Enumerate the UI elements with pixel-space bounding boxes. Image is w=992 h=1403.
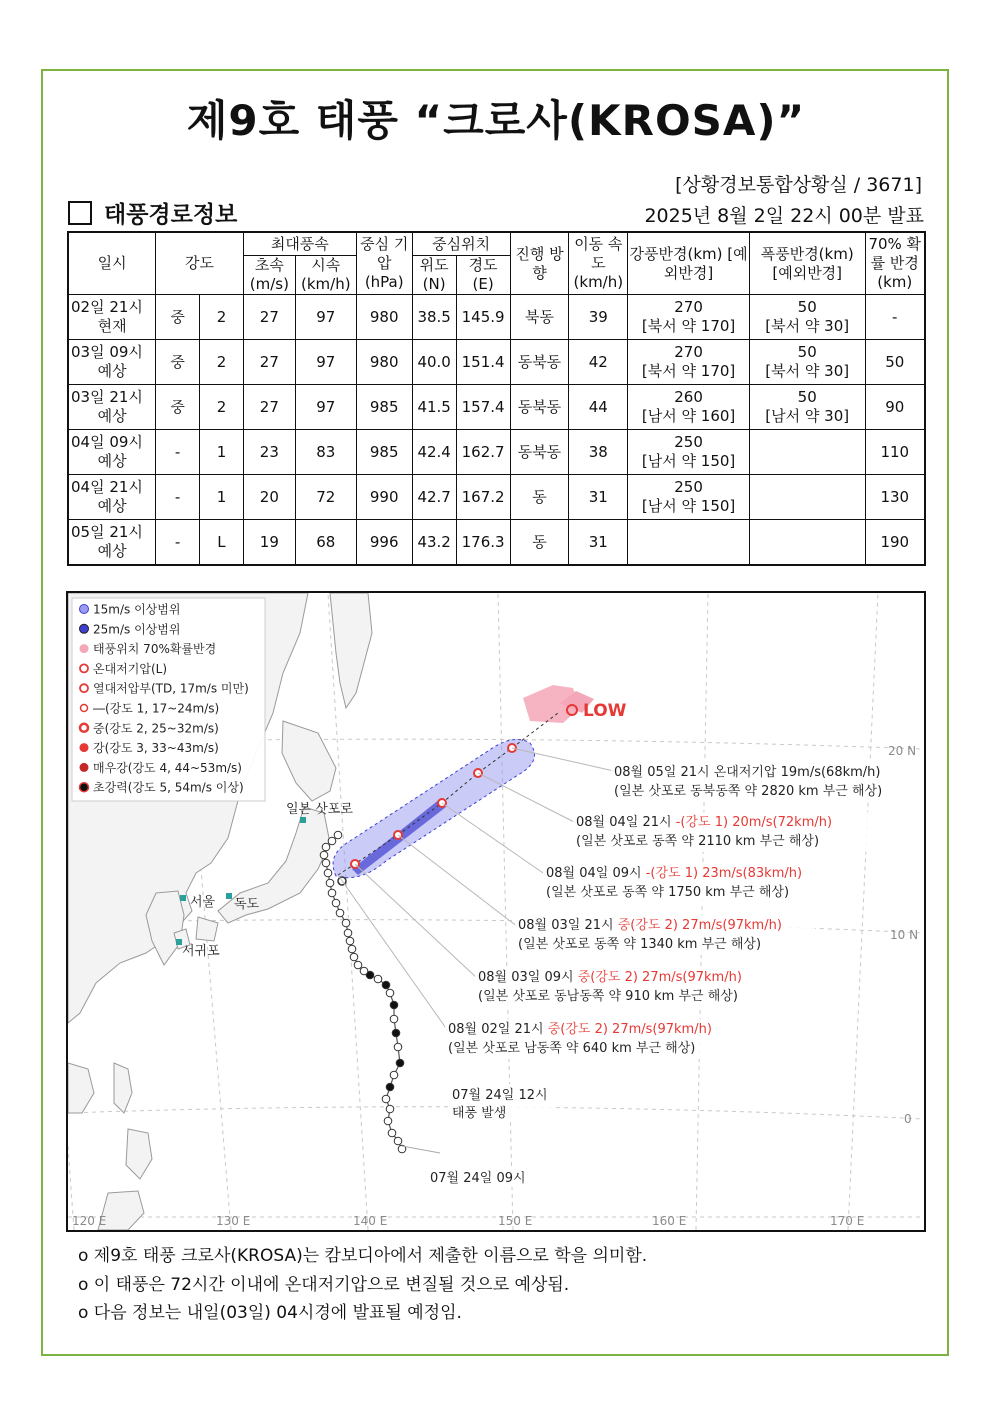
past-track-point — [322, 843, 330, 851]
td-lon: 167.2 — [456, 475, 510, 520]
td-lat: 38.5 — [412, 295, 456, 340]
checkbox-icon — [68, 201, 92, 225]
intensity-4-icon — [80, 763, 89, 772]
lon-label-160: 160 E — [652, 1214, 687, 1228]
td-gale — [628, 520, 750, 566]
td-time: 04일 09시 예상 — [68, 430, 156, 475]
annotation-intensity: -(강도 1) 23m/s(83km/h) — [645, 866, 803, 881]
past-track-point — [396, 1059, 404, 1067]
past-track-point — [332, 899, 340, 907]
past-track-point — [384, 1117, 392, 1125]
table-row — [68, 520, 925, 566]
td-gale: 270 [북서 약 170] — [628, 295, 750, 340]
td-pressure: 996 — [356, 520, 412, 566]
lon-label-150: 150 E — [498, 1214, 533, 1228]
td-storm — [749, 475, 865, 520]
map-canvas — [68, 593, 924, 1230]
annotation-time: 08월 03일 21시 — [518, 918, 618, 933]
td-gale: 250 [남서 약 150] — [628, 430, 750, 475]
header-pressure: 중심 기압 (hPa) — [356, 232, 412, 295]
annotation-time: 08월 04일 21시 — [576, 815, 676, 830]
start-label: 07월 24일 09시 — [430, 1171, 526, 1186]
td-prob: - — [865, 295, 925, 340]
lon-label-170: 170 E — [830, 1214, 865, 1228]
past-track-point — [390, 1015, 398, 1023]
td-speed: 39 — [569, 295, 628, 340]
past-track-point — [346, 937, 354, 945]
annotation-line1 — [614, 764, 880, 780]
legend-item: 열대저압부(TD, 17m/s 미만) — [93, 681, 249, 696]
past-track-point — [328, 837, 336, 845]
header-max-wind: 최대풍속 — [243, 232, 356, 256]
td-wind-ms: 19 — [243, 520, 295, 566]
annotation-intensity: 중(강도 2) 27m/s(97km/h) — [547, 1022, 712, 1037]
annotation-line1 — [518, 917, 782, 933]
td-wind-kmh: 68 — [295, 520, 356, 566]
td-int-word: 중 — [156, 340, 200, 385]
td-lon: 176.3 — [456, 520, 510, 566]
td-prob: 110 — [865, 430, 925, 475]
td-direction: 북동 — [510, 295, 569, 340]
past-track-point — [320, 851, 328, 859]
annotation-intensity: -(강도 1) 20m/s(72km/h) — [675, 815, 833, 830]
td-gale: 270 [북서 약 170] — [628, 340, 750, 385]
wind25-icon — [80, 624, 89, 633]
legend-item: 중(강도 2, 25~32m/s) — [93, 721, 219, 736]
section-title: 태풍경로정보 — [104, 202, 238, 228]
notes — [78, 1242, 647, 1328]
past-track-point — [322, 859, 330, 867]
legend-item: 태풍위치 70%확률반경 — [93, 642, 217, 657]
genesis-time: 07월 24일 12시 — [452, 1088, 548, 1103]
note-3: o 다음 정보는 내일(03일) 04시경에 발표될 예정임. — [78, 1303, 462, 1323]
header-intensity: 강도 — [156, 232, 244, 295]
past-track-point — [334, 831, 342, 839]
td-lon: 151.4 — [456, 340, 510, 385]
td-time: 05일 21시 예상 — [68, 520, 156, 566]
header-position: 중심위치 — [412, 232, 510, 256]
td-storm: 50 [북서 약 30] — [749, 340, 865, 385]
past-track-point — [390, 1001, 398, 1009]
low-label: LOW — [583, 701, 627, 721]
td-wind-kmh: 97 — [295, 385, 356, 430]
legend-item: ―(강도 1, 17~24m/s) — [93, 701, 220, 716]
legend-item: 온대저기압(L) — [93, 661, 168, 676]
legend-item: 초강력(강도 5, 54m/s 이상) — [93, 780, 244, 795]
past-track-point — [354, 961, 362, 969]
td-int-cat: L — [200, 520, 244, 566]
td-wind-kmh: 83 — [295, 430, 356, 475]
legend-item: 매우강(강도 4, 44~53m/s) — [93, 760, 242, 775]
td-int-word: - — [156, 520, 200, 566]
annotation-line1 — [478, 969, 742, 985]
annotation-line1 — [546, 865, 802, 881]
prob-radius-icon — [80, 644, 89, 653]
td-pressure: 980 — [356, 295, 412, 340]
annotation-intensity: 중(강도 2) 27m/s(97km/h) — [577, 970, 742, 985]
lat-label-10: 10 N — [890, 928, 919, 942]
td-pressure: 980 — [356, 340, 412, 385]
past-track-point — [324, 869, 332, 877]
td-storm — [749, 520, 865, 566]
td-int-cat: 1 — [200, 430, 244, 475]
td-wind-ms: 27 — [243, 340, 295, 385]
past-track-point — [342, 919, 350, 927]
td-lon: 145.9 — [456, 295, 510, 340]
td-prob: 190 — [865, 520, 925, 566]
annotation-line2: (일본 삿포로 동남동쪽 약 910 km 부근 해상) — [478, 989, 738, 1004]
header-time: 일시 — [68, 232, 156, 295]
annotation-line1 — [448, 1021, 712, 1037]
annotation-line2: (일본 삿포로 동쪽 약 1340 km 부근 해상) — [518, 937, 762, 952]
header-speed: 이동 속도 (km/h) — [569, 232, 628, 295]
past-track-point — [394, 1043, 402, 1051]
annotation-line2: (일본 삿포로 남동쪽 약 640 km 부근 해상) — [448, 1041, 696, 1056]
td-lat: 42.4 — [412, 430, 456, 475]
td-wind-ms: 23 — [243, 430, 295, 475]
issued-time: 2025년 8월 2일 22시 00분 발표 — [644, 205, 924, 227]
td-direction: 동북동 — [510, 340, 569, 385]
td-int-cat: 1 — [200, 475, 244, 520]
header-wind-ms: 초속 (m/s) — [243, 256, 295, 295]
past-track-point — [392, 1029, 400, 1037]
header-lon: 경도 (E) — [456, 256, 510, 295]
past-track-point — [348, 945, 356, 953]
annotation-line2: (일본 삿포로 동쪽 약 1750 km 부근 해상) — [546, 885, 790, 900]
lat-label-0: 0 — [904, 1112, 912, 1126]
td-int-cat: 2 — [200, 295, 244, 340]
header-direction: 진행 방향 — [510, 232, 569, 295]
dokdo-marker — [226, 893, 232, 899]
table-row — [68, 340, 925, 385]
td-direction: 동 — [510, 520, 569, 566]
map-legend — [72, 598, 265, 801]
td-prob: 50 — [865, 340, 925, 385]
td-gale: 250 [남서 약 150] — [628, 475, 750, 520]
td-time: 03일 21시 예상 — [68, 385, 156, 430]
td-wind-kmh: 72 — [295, 475, 356, 520]
td-direction: 동 — [510, 475, 569, 520]
seoul-marker — [180, 895, 186, 901]
annotation-line2: (일본 삿포로 동쪽 약 2110 km 부근 해상) — [576, 834, 820, 849]
annotation-time: 08월 03일 09시 — [478, 970, 578, 985]
td-int-word: - — [156, 430, 200, 475]
table-row — [68, 295, 925, 340]
td-storm: 50 [북서 약 30] — [749, 295, 865, 340]
place-seoul: 서울 — [190, 895, 216, 910]
td-int-cat: 2 — [200, 385, 244, 430]
header-storm-radius: 폭풍반경(km) [예외반경] — [749, 232, 865, 295]
track-table — [67, 231, 926, 566]
td-storm — [749, 430, 865, 475]
legend-item: 강(강도 3, 33~43m/s) — [93, 741, 219, 756]
past-track-point — [394, 1137, 402, 1145]
past-track-point — [374, 975, 382, 983]
lon-label-120: 120 E — [72, 1214, 107, 1228]
annotation-time: 08월 05일 21시 온대저기압 19m/s(68km/h) — [614, 765, 881, 780]
place-sapporo: 일본 삿포로 — [286, 802, 353, 817]
td-pressure: 990 — [356, 475, 412, 520]
td-lat: 40.0 — [412, 340, 456, 385]
past-track-point — [360, 967, 368, 975]
td-wind-kmh: 97 — [295, 340, 356, 385]
td-lat: 43.2 — [412, 520, 456, 566]
td-lat: 41.5 — [412, 385, 456, 430]
td-speed: 38 — [569, 430, 628, 475]
past-track-point — [386, 989, 394, 997]
td-lon: 157.4 — [456, 385, 510, 430]
past-track-point — [390, 1071, 398, 1079]
td-wind-ms: 20 — [243, 475, 295, 520]
table-row — [68, 430, 925, 475]
past-track-point — [344, 929, 352, 937]
header-gale-radius: 강풍반경(km) [예외반경] — [628, 232, 750, 295]
td-wind-ms: 27 — [243, 295, 295, 340]
past-track-point — [386, 1105, 394, 1113]
td-int-word: 중 — [156, 295, 200, 340]
past-track-point — [336, 909, 344, 917]
note-1: o 제9호 태풍 크로사(KROSA)는 캄보디아에서 제출한 이름으로 학을 의미함. — [78, 1246, 648, 1266]
past-track-point — [326, 879, 334, 887]
source-office: [상황경보통합상황실 / 3671] — [675, 174, 922, 196]
header-wind-kmh: 시속 (km/h) — [295, 256, 356, 295]
past-track-point — [382, 1095, 390, 1103]
td-direction: 동북동 — [510, 430, 569, 475]
genesis-label: 태풍 발생 — [452, 1106, 507, 1121]
section-heading — [68, 196, 237, 229]
td-prob: 90 — [865, 385, 925, 430]
legend-item: 15m/s 이상범위 — [93, 602, 181, 617]
td-speed: 42 — [569, 340, 628, 385]
td-int-word: - — [156, 475, 200, 520]
td-pressure: 985 — [356, 430, 412, 475]
annotation-line1 — [576, 814, 832, 830]
td-int-word: 중 — [156, 385, 200, 430]
past-track-point — [328, 889, 336, 897]
td-wind-ms: 27 — [243, 385, 295, 430]
td-speed: 44 — [569, 385, 628, 430]
table-row — [68, 475, 925, 520]
annotation-time: 08월 04일 09시 — [546, 866, 646, 881]
td-time: 04일 21시 예상 — [68, 475, 156, 520]
td-lat: 42.7 — [412, 475, 456, 520]
note-2: o 이 태풍은 72시간 이내에 온대저기압으로 변질될 것으로 예상됨. — [78, 1274, 570, 1295]
annotation-intensity: 중(강도 2) 27m/s(97km/h) — [617, 918, 782, 933]
annotation-line2: (일본 삿포로 동북동쪽 약 2820 km 부근 해상) — [614, 784, 883, 799]
header-lat: 위도 (N) — [412, 256, 456, 295]
lon-label-140: 140 E — [353, 1214, 388, 1228]
header-prob-radius: 70% 확률 반경 (km) — [865, 232, 925, 295]
td-gale: 260 [남서 약 160] — [628, 385, 750, 430]
typhoon-track-map — [66, 591, 926, 1232]
td-prob: 130 — [865, 475, 925, 520]
past-track-point — [386, 1083, 394, 1091]
past-track-point — [388, 1129, 396, 1137]
place-dokdo: 독도 — [234, 897, 260, 912]
legend-item: 25m/s 이상범위 — [93, 622, 181, 637]
table-row — [68, 385, 925, 430]
td-int-cat: 2 — [200, 340, 244, 385]
td-pressure: 985 — [356, 385, 412, 430]
wind15-icon — [80, 605, 89, 614]
td-time: 03일 09시 예상 — [68, 340, 156, 385]
past-track-point — [350, 953, 358, 961]
td-time: 02일 21시 현재 — [68, 295, 156, 340]
td-direction: 동북동 — [510, 385, 569, 430]
td-wind-kmh: 97 — [295, 295, 356, 340]
past-track-point — [382, 981, 390, 989]
td-storm: 50 [남서 약 30] — [749, 385, 865, 430]
td-lon: 162.7 — [456, 430, 510, 475]
intensity-3-icon — [80, 743, 89, 752]
page-title: 제9호 태풍 “크로사(KROSA)” — [186, 96, 806, 145]
intensity-5-icon — [80, 783, 89, 792]
place-seogwipo: 서귀포 — [182, 944, 220, 959]
lon-label-130: 130 E — [216, 1214, 251, 1228]
td-speed: 31 — [569, 475, 628, 520]
sapporo-marker — [300, 817, 306, 823]
lat-label-20: 20 N — [888, 744, 917, 758]
annotation-time: 08월 02일 21시 — [448, 1022, 548, 1037]
td-speed: 31 — [569, 520, 628, 566]
